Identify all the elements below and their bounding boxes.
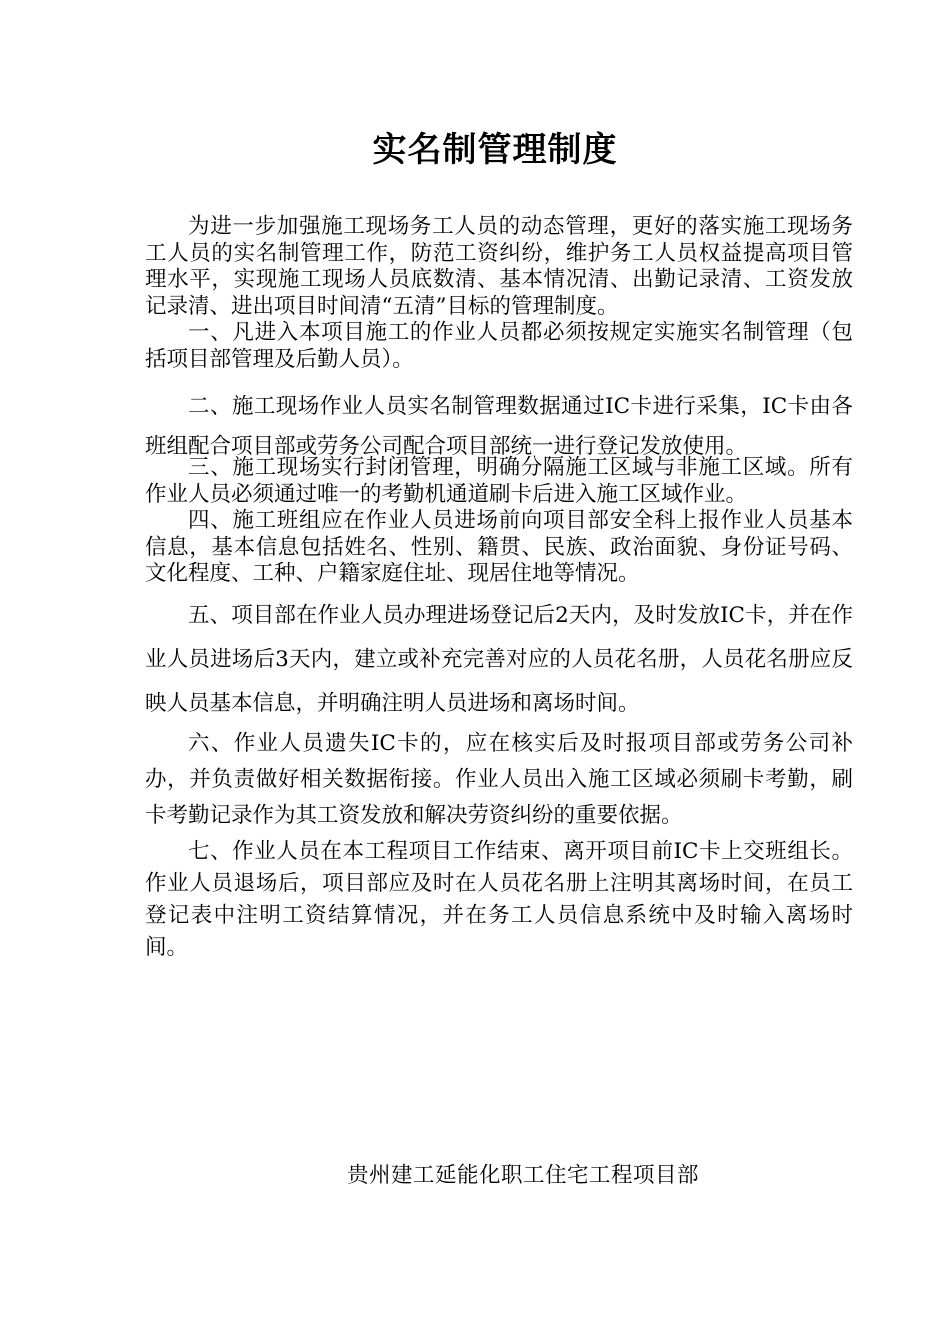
clause-2: 二、施工现场作业人员实名制管理数据通过IC卡进行采集，IC卡由各班组配合项目部或劳务公司配合项目部统一进行登记发放使用。 xyxy=(145,394,853,459)
clause-1: 一、凡进入本项目施工的作业人员都必须按规定实施实名制管理（包括项目部管理及后勤人员）。 xyxy=(145,320,853,372)
intro-paragraph: 为进一步加强施工现场务工人员的动态管理，更好的落实施工现场务工人员的实名制管理工作，防范工资纠纷，维护务工人员权益提高项目管理水平，实现施工现场人员底数清、基本情况清、出勤记录清、工资发放记录清、进出项目时间清“五清”目标的管理制度。 xyxy=(145,214,853,319)
document-title: 实名制管理制度 xyxy=(372,130,618,170)
clause-3: 三、施工现场实行封闭管理，明确分隔施工区域与非施工区域。所有作业人员必须通过唯一的考勤机通道刷卡后进入施工区域作业。 xyxy=(145,455,853,507)
clause-4: 四、施工班组应在作业人员进场前向项目部安全科上报作业人员基本信息，基本信息包括姓名、性别、籍贯、民族、政治面貌、身份证号码、文化程度、工种、户籍家庭住址、现居住地等情况。 xyxy=(145,508,853,586)
clause-6: 六、作业人员遗失IC卡的，应在核实后及时报项目部或劳务公司补办，并负责做好相关数据衔接。作业人员出入施工区域必须刷卡考勤，刷卡考勤记录作为其工资发放和解决劳资纠纷的重要依据。 xyxy=(145,730,853,828)
clause-5: 五、项目部在作业人员办理进场登记后2天内，及时发放IC卡，并在作业人员进场后3天内，建立或补充完善对应的人员花名册，人员花名册应反映人员基本信息，并明确注明人员进场和离场时间。 xyxy=(145,602,853,716)
document-body xyxy=(145,214,853,964)
signature-org: 贵州建工延能化职工住宅工程项目部 xyxy=(347,1163,700,1188)
clause-7: 七、作业人员在本工程项目工作结束、离开项目前IC卡上交班组长。作业人员退场后，项目部应及时在人员花名册上注明其离场时间，在员工登记表中注明工资结算情况，并在务工人员信息系统中及时输入离场时间。 xyxy=(145,838,853,960)
